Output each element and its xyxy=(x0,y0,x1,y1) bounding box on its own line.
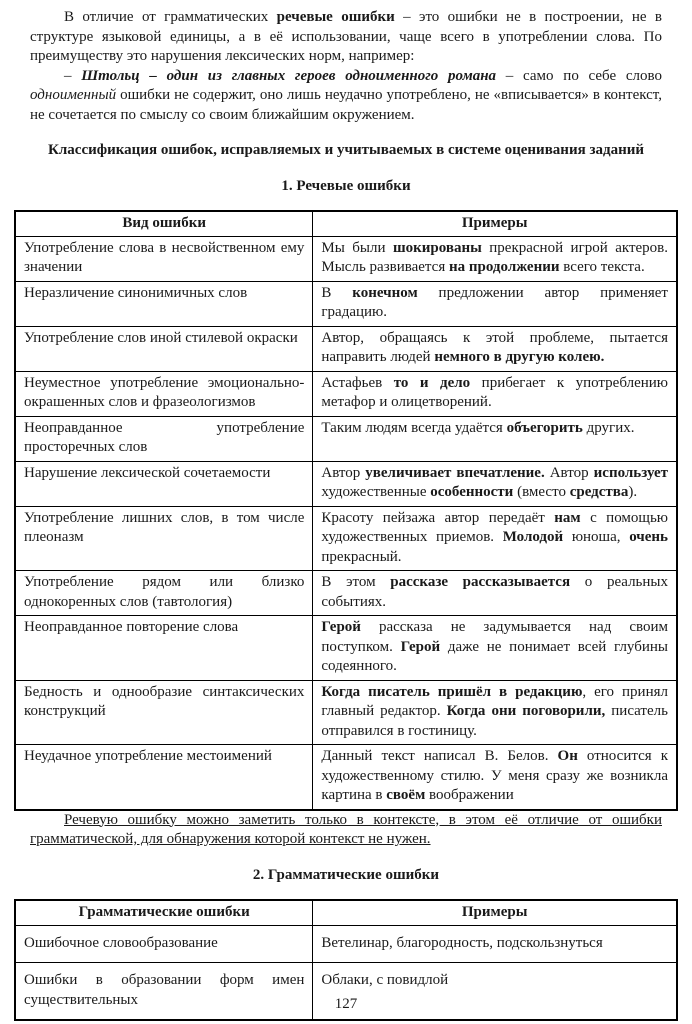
table-cell: В этом рассказе рассказывается о реальных событиях. xyxy=(313,571,677,616)
table-row xyxy=(15,236,677,281)
table-cell: Автор увеличивает впечатление. Автор использует художественные особенности (вместо средства). xyxy=(313,461,677,506)
table-row xyxy=(15,571,677,616)
classification-heading: Классификация ошибок, исправляемых и учитываемых в системе оценивания заданий xyxy=(48,142,644,158)
column-header-examples: Примеры xyxy=(313,900,677,925)
table-cell: Ошибки в образовании форм имен существительных xyxy=(15,963,313,1021)
table-cell: Ветелинар, благородность, подскользнуться xyxy=(313,925,677,963)
column-header-error-type: Вид ошибки xyxy=(15,211,313,236)
table-row xyxy=(15,371,677,416)
page-number: 127 xyxy=(334,995,358,1012)
table-cell: Автор, обращаясь к этой проблеме, пытается направить людей немного в другую колею. xyxy=(313,326,677,371)
table-cell: Облаки, с повидлой xyxy=(313,963,677,1021)
table-cell: Неудачное употребление местоимений xyxy=(15,745,313,810)
table-cell: Неразличение синонимичных слов xyxy=(15,281,313,326)
table-row xyxy=(15,326,677,371)
table-cell: Таким людям всегда удаётся объегорить других. xyxy=(313,416,677,461)
table-row xyxy=(15,461,677,506)
table-header-row xyxy=(15,211,677,236)
section2-title: 2. Грамматические ошибки xyxy=(252,866,440,883)
table-row xyxy=(15,616,677,681)
section1-title: 1. Речевые ошибки xyxy=(281,177,411,194)
table-cell: Бедность и однообразие синтаксических конструкций xyxy=(15,680,313,745)
table-row xyxy=(15,925,677,963)
table-cell: Употребление лишних слов, в том числе плеоназм xyxy=(15,506,313,571)
table-row xyxy=(15,506,677,571)
intro-paragraph-1: В отличие от грамматических речевые ошибки – это ошибки не в построении, не в структуре языковой единицы, а в её использовании, чаще всего в употреблении слова. По преимуществу это нарушения лексических норм, например: xyxy=(30,9,662,64)
table-cell: Нарушение лексической сочетаемости xyxy=(15,461,313,506)
table-cell: Герой рассказа не задумывается над своим поступком. Герой даже не понимает всей глубины содеянного. xyxy=(313,616,677,681)
intro-paragraph-2: – Штольц – один из главных героев одноименного романа – само по себе слово одноименный ошибки не содержит, оно лишь неудачно употреблено, не «вписывается» в контекст, не сочетается по смыслу со своим ближайшим окружением. xyxy=(30,67,663,123)
table-cell: Употребление слова в несвойственном ему значении xyxy=(15,236,313,281)
speech-errors-table xyxy=(14,210,678,811)
table-row xyxy=(15,281,677,326)
table-cell: Астафьев то и дело прибегает к употреблению метафор и олицетворений. xyxy=(313,371,677,416)
table-cell: Мы были шокированы прекрасной игрой актеров. Мысль развивается на продолжении всего текста. xyxy=(313,236,677,281)
table-cell: Неоправданное повторение слова xyxy=(15,616,313,681)
table-cell: Красоту пейзажа автор передаёт нам с помощью художественных приемов. Молодой юноша, очень прекрасный. xyxy=(313,506,677,571)
table-cell: Употребление слов иной стилевой окраски xyxy=(15,326,313,371)
table-cell: В конечном предложении автор применяет градацию. xyxy=(313,281,677,326)
table-row xyxy=(15,416,677,461)
table-cell: Неоправданное употребление просторечных слов xyxy=(15,416,313,461)
table-cell: Когда писатель пришёл в редакцию, его принял главный редактор. Когда они поговорили, писатель отправился в гостиницу. xyxy=(313,680,677,745)
column-header-examples: Примеры xyxy=(313,211,677,236)
column-header-error-type: Грамматические ошибки xyxy=(15,900,313,925)
table-row xyxy=(15,680,677,745)
table-cell: Данный текст написал В. Белов. Он относится к художественному стилю. У меня сразу же возникла картина в своём воображении xyxy=(313,745,677,810)
note-paragraph: Речевую ошибку можно заметить только в контексте, в этом её отличие от ошибки грамматической, для обнаружения которой контекст не нужен. xyxy=(30,811,662,847)
table-cell: Ошибочное словообразование xyxy=(15,925,313,963)
table-row xyxy=(15,745,677,810)
table-header-row xyxy=(15,900,677,925)
table-cell: Употребление рядом или близко однокоренных слов (тавтология) xyxy=(15,571,313,616)
table-cell: Неуместное употребление эмоционально-окрашенных слов и фразеологизмов xyxy=(15,371,313,416)
